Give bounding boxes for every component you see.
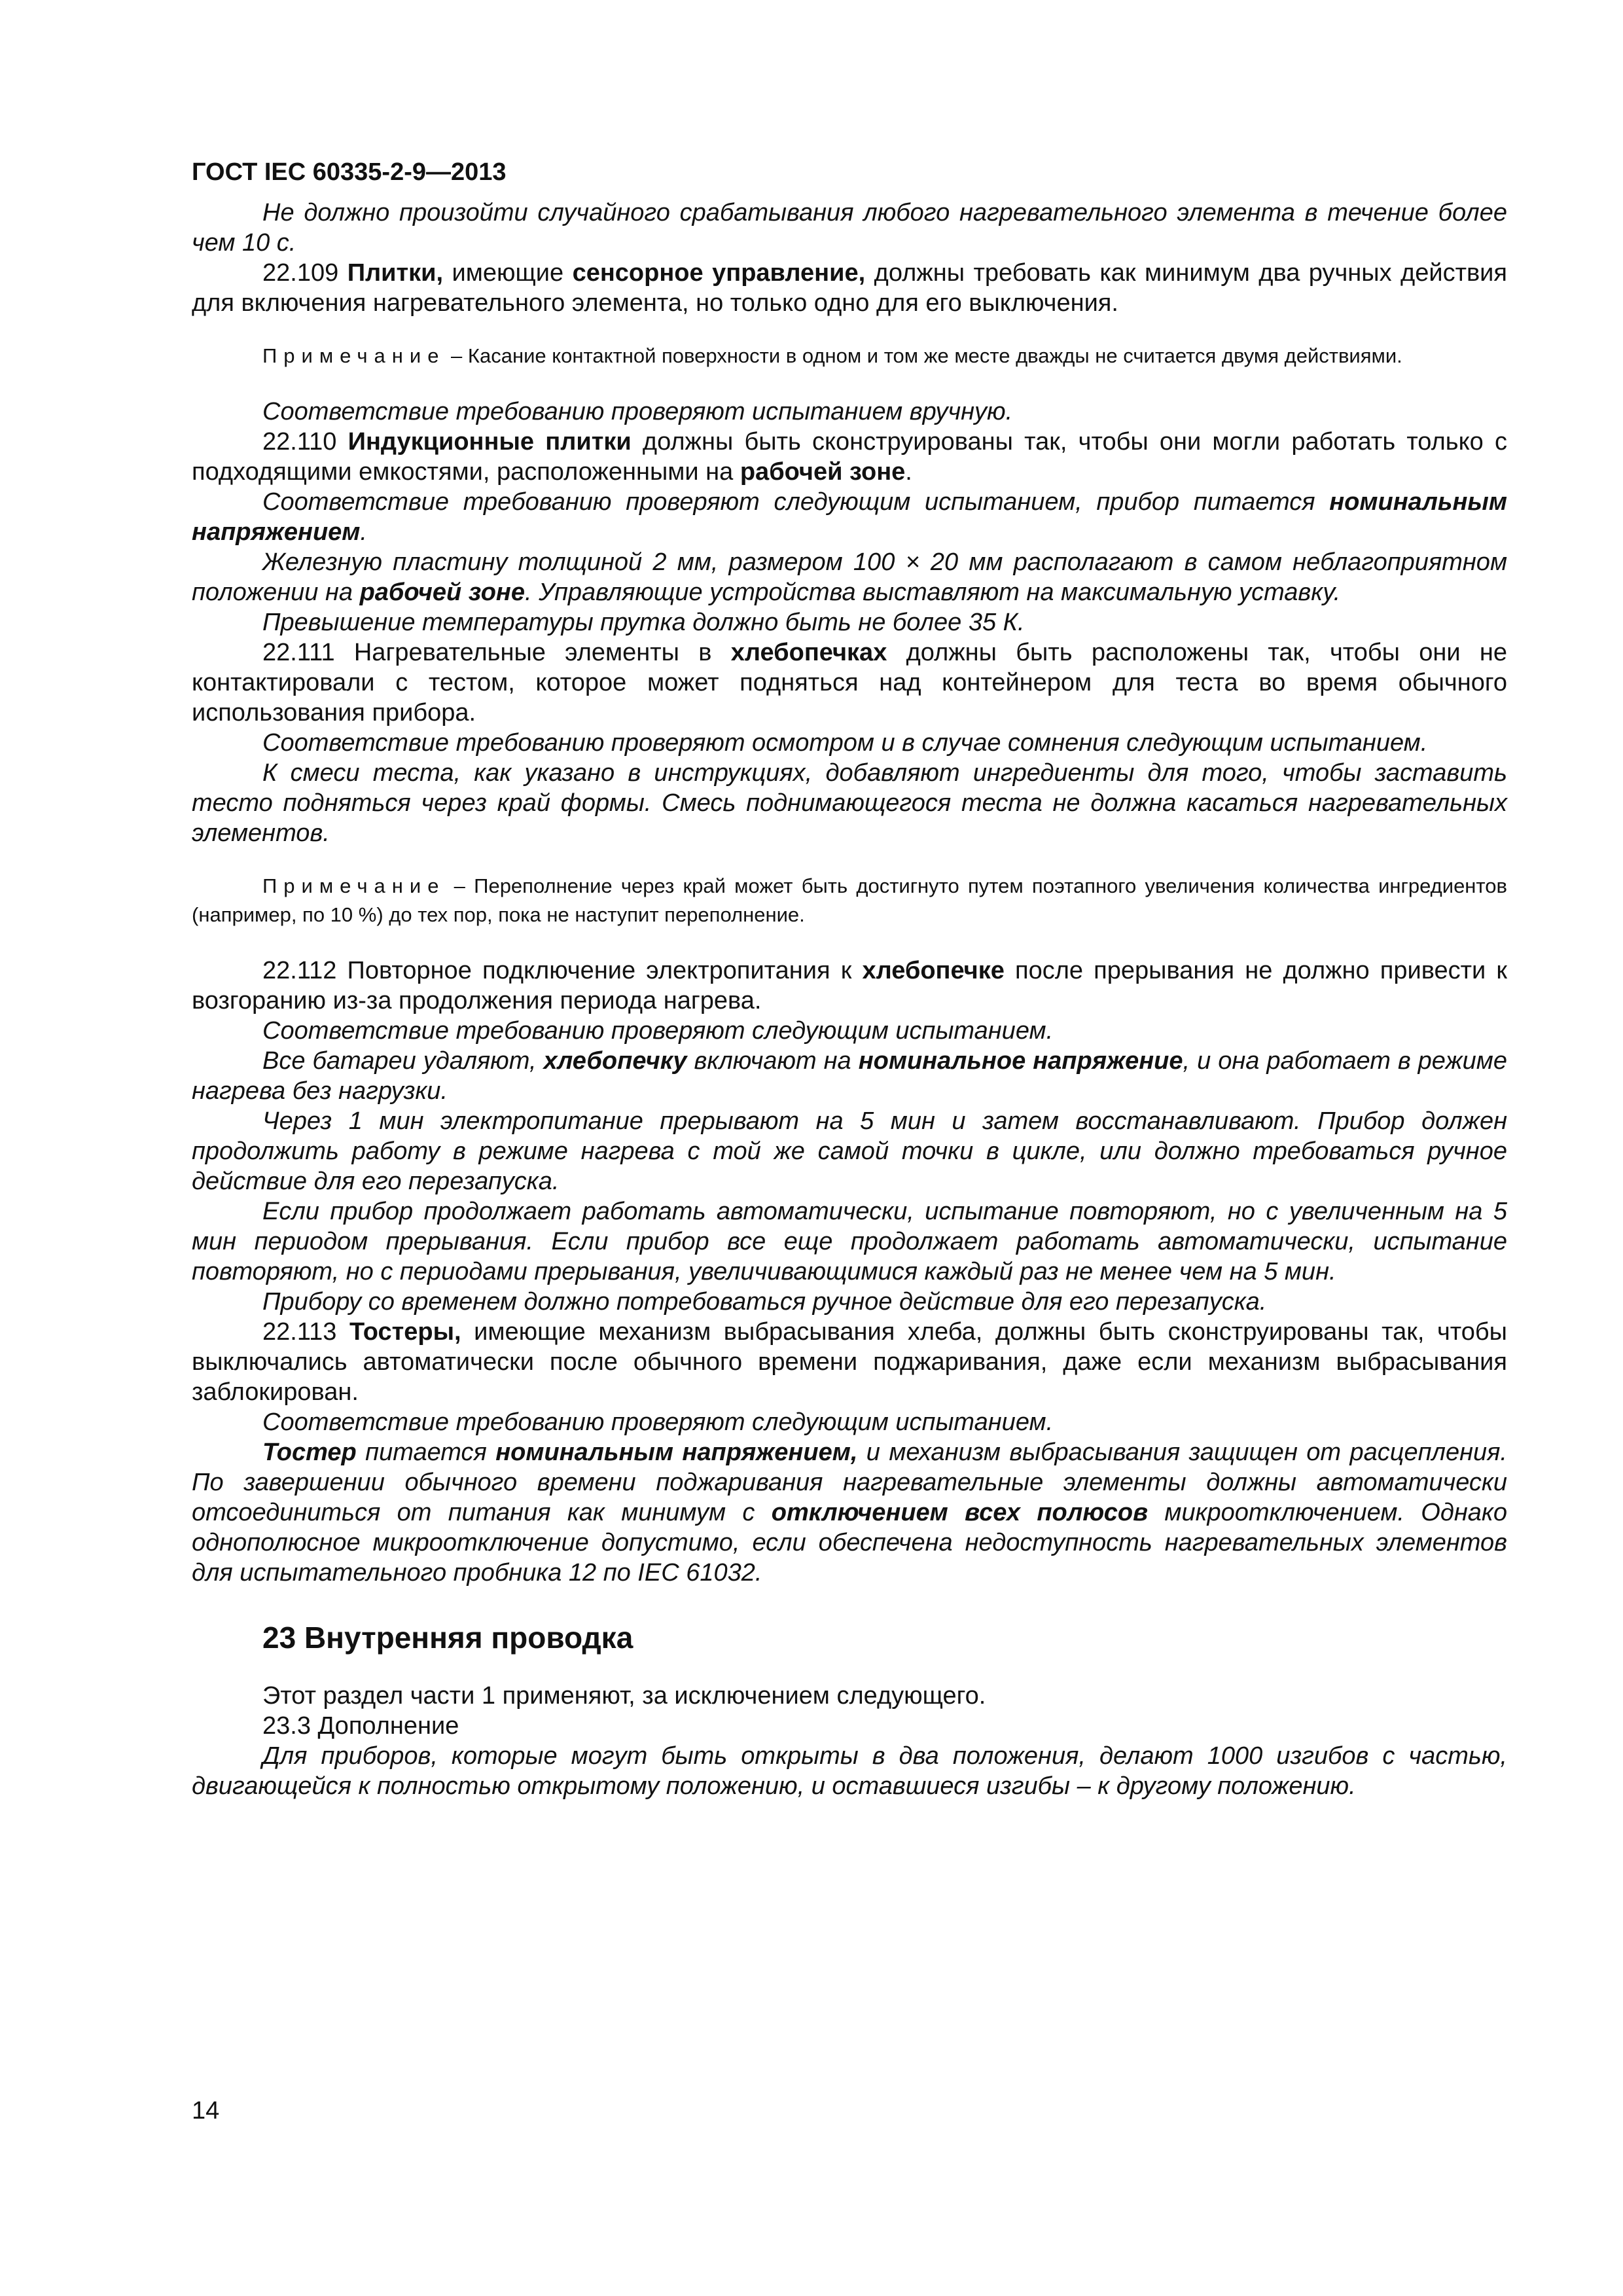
- paragraph: Соответствие требованию проверяют испытанием вручную.: [262, 398, 1013, 425]
- subclause-heading: 23.3 Дополнение: [262, 1712, 459, 1740]
- paragraph: Все батареи удаляют, хлебопечку включают на номинальное напряжение, и она работает в режиме нагрева без нагрузки.: [192, 1047, 1507, 1105]
- paragraph: Для приборов, которые могут быть открыты в два положения, делают 1000 изгибов с частью, двигающейся к полностью открытому положению, и оставшиеся изгибы – к другому положению.: [192, 1742, 1507, 1800]
- document-page: [192, 157, 1507, 1801]
- paragraph: Через 1 мин электропитание прерывают на 5 мин и затем восстанавливают. Прибор должен продолжить работу в режиме нагрева с той же самой точки в цикле, или должно требоваться ручное действие для его перезапуска.: [192, 1107, 1507, 1195]
- note-label: Примечание: [262, 874, 446, 897]
- page-number: 14: [192, 2097, 220, 2125]
- paragraph: Соответствие требованию проверяют следующим испытанием.: [262, 1408, 1054, 1436]
- paragraph: Прибору со временем должно потребоваться ручное действие для его перезапуска.: [262, 1288, 1267, 1316]
- clause-22-113: 22.113 Тостеры, имеющие механизм выбрасывания хлеба, должны быть сконструированы так, чтобы выключались автоматически после обычного времени поджаривания, даже если механизм выбрасывания заблокирован.: [192, 1318, 1507, 1406]
- paragraph: Не должно произойти случайного срабатывания любого нагревательного элемента в течение более чем 10 с.: [192, 199, 1507, 257]
- paragraph: Железную пластину толщиной 2 мм, размером 100 × 20 мм располагают в самом неблагоприятном положении на рабочей зоне. Управляющие устройства выставляют на максимальную уставку.: [192, 548, 1507, 606]
- paragraph: Превышение температуры прутка должно быть не более 35 К.: [262, 609, 1025, 636]
- note-label: Примечание: [262, 344, 446, 367]
- paragraph: Тостер питается номинальным напряжением, и механизм выбрасывания защищен от расцепления. По завершении обычного времени поджаривания нагревательные элементы должны автоматически отсоединиться от питания как минимум с отключением всех полюсов микроотключением. Однако однополюсное микроотключение допустимо, если обеспечена недоступность нагревательных элементов для испытательного пробника 12 по IEC 61032.: [192, 1439, 1507, 1587]
- paragraph: Если прибор продолжает работать автоматически, испытание повторяют, но с увеличенным на 5 мин периодом прерывания. Если прибор все еще продолжает работать автоматически, испытание повторяют, но с периодами прерывания, увеличивающимися каждый раз не менее чем на 5 мин.: [192, 1198, 1507, 1285]
- paragraph: Соответствие требованию проверяют следующим испытанием, прибор питается номинальным напряжением.: [192, 488, 1507, 546]
- clause-22-109: 22.109 Плитки, имеющие сенсорное управление, должны требовать как минимум два ручных действия для включения нагревательного элемента, но только одно для его выключения.: [192, 259, 1507, 317]
- paragraph: Этот раздел части 1 применяют, за исключением следующего.: [262, 1682, 986, 1710]
- paragraph: К смеси теста, как указано в инструкциях, добавляют ингредиенты для того, чтобы заставить тесто подняться через край формы. Смесь поднимающегося теста не должна касаться нагревательных элементов.: [192, 759, 1507, 847]
- clause-22-111: 22.111 Нагревательные элементы в хлебопечках должны быть расположены так, чтобы они не контактировали с тестом, которое может подняться над контейнером для теста во время обычного использования прибора.: [192, 639, 1508, 726]
- note: Примечание – Касание контактной поверхности в одном и том же месте дважды не считается двумя действиями.: [262, 344, 1402, 367]
- section-heading: 23 Внутренняя проводка: [262, 1621, 633, 1655]
- document-header: ГОСТ IEC 60335-2-9—2013: [192, 158, 507, 186]
- clause-22-112: 22.112 Повторное подключение электропитания к хлебопечке после прерывания не должно привести к возгоранию из-за продолжения периода нагрева.: [192, 957, 1507, 1014]
- note: Примечание – Переполнение через край может быть достигнуто путем поэтапного увеличения количества ингредиентов (например, по 10 %) до тех пор, пока не наступит переполнение.: [192, 874, 1507, 926]
- paragraph: Соответствие требованию проверяют осмотром и в случае сомнения следующим испытанием.: [262, 729, 1428, 757]
- clause-22-110: 22.110 Индукционные плитки должны быть сконструированы так, чтобы они могли работать только с подходящими емкостями, расположенными на рабочей зоне.: [192, 428, 1507, 486]
- paragraph: Соответствие требованию проверяют следующим испытанием.: [262, 1017, 1054, 1045]
